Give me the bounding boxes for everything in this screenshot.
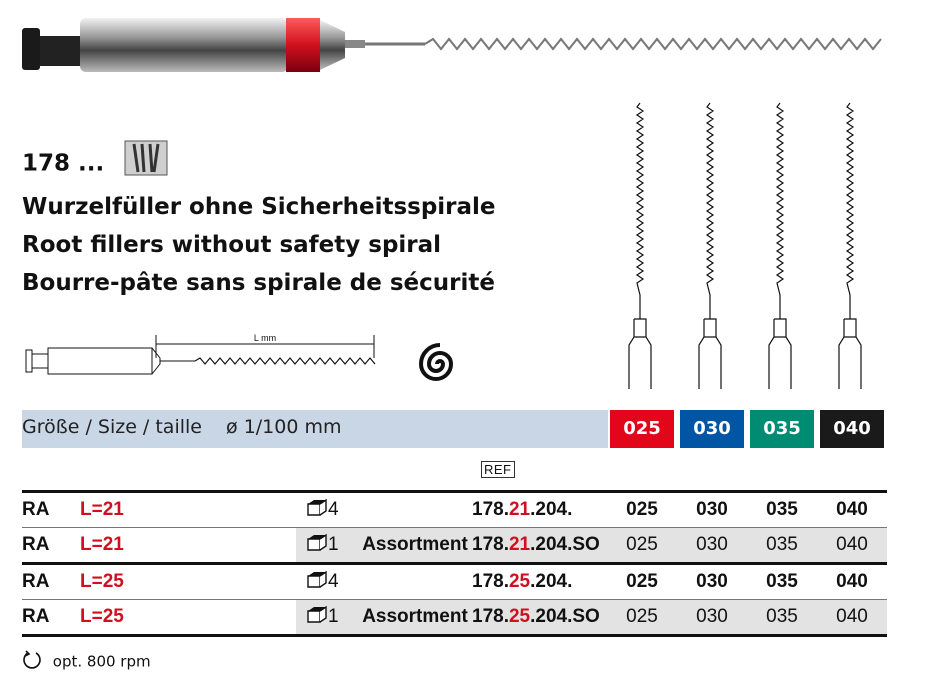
size-cell: 040	[836, 571, 868, 592]
size-cell: 040	[817, 528, 887, 564]
size-chip-040: 040	[820, 410, 884, 448]
row-desc	[358, 492, 472, 528]
order-table	[22, 490, 887, 637]
row-ref: 178.25.204.	[472, 571, 573, 592]
pack-qty: 1	[328, 534, 339, 556]
title-de: Wurzelfüller ohne Sicherheitsspirale	[22, 194, 496, 220]
row-type: RA	[22, 606, 50, 627]
row-ref: 178.21.204.	[472, 499, 573, 520]
row-type: RA	[22, 499, 50, 520]
table-row	[22, 528, 887, 564]
title-fr: Bourre-pâte sans spirale de sécurité	[22, 270, 495, 296]
row-desc: Assortment	[358, 528, 472, 564]
dimension-diagram	[20, 330, 400, 380]
length-label: L mm	[253, 333, 277, 343]
rotation-icon	[22, 650, 42, 674]
table-row	[22, 492, 887, 528]
instrument-tip-drawings	[610, 95, 890, 395]
tip-drawing	[699, 103, 721, 389]
size-cell: 035	[747, 600, 817, 636]
product-code: 178 ...	[22, 140, 496, 188]
size-unit: ø 1/100 mm	[226, 416, 342, 438]
row-length: L=25	[80, 571, 124, 592]
row-desc: Assortment	[358, 600, 472, 636]
size-chip-030: 030	[680, 410, 744, 448]
table-row	[22, 600, 887, 636]
size-cell: 030	[696, 571, 728, 592]
size-cell: 030	[696, 499, 728, 520]
pack-cell	[296, 528, 358, 564]
size-label: Größe / Size / taille ø 1/100 mm	[22, 416, 342, 438]
pack-icon	[306, 569, 328, 595]
row-length: L=25	[80, 606, 124, 627]
row-type: RA	[22, 571, 50, 592]
product-photo	[0, 0, 946, 110]
pack-cell	[296, 564, 358, 600]
tip-drawing	[839, 103, 861, 389]
size-cell: 035	[766, 571, 798, 592]
rpm-note: opt. 800 rpm	[22, 650, 151, 674]
title-block	[22, 140, 496, 302]
size-cell: 040	[817, 600, 887, 636]
ref-label: REF	[481, 461, 515, 478]
size-cell: 040	[836, 499, 868, 520]
size-cell: 035	[747, 528, 817, 564]
pack-cell	[296, 492, 358, 528]
pack-icon	[306, 532, 328, 558]
size-cell: 025	[607, 600, 677, 636]
shank-icon	[124, 140, 168, 188]
pack-qty: 1	[328, 606, 339, 628]
pack-qty: 4	[328, 571, 339, 593]
size-cell: 025	[626, 571, 658, 592]
table-row	[22, 564, 887, 600]
title-en: Root fillers without safety spiral	[22, 232, 442, 258]
size-cell: 030	[677, 600, 747, 636]
pack-icon	[306, 497, 328, 523]
pack-qty: 4	[328, 499, 339, 521]
row-length: L=21	[80, 534, 124, 555]
row-desc	[358, 564, 472, 600]
row-ref: 178.21.204.SO	[472, 528, 607, 564]
size-cell: 030	[677, 528, 747, 564]
row-length: L=21	[80, 499, 124, 520]
size-cell: 035	[766, 499, 798, 520]
tip-drawing	[629, 103, 651, 389]
pack-cell	[296, 600, 358, 636]
size-cell: 025	[626, 499, 658, 520]
size-chip-035: 035	[750, 410, 814, 448]
row-ref: 178.25.204.SO	[472, 600, 607, 636]
pack-icon	[306, 604, 328, 630]
size-cell: 025	[607, 528, 677, 564]
row-type: RA	[22, 534, 50, 555]
size-chip-025: 025	[610, 410, 674, 448]
tip-drawing	[769, 103, 791, 389]
spiral-icon	[416, 340, 464, 388]
